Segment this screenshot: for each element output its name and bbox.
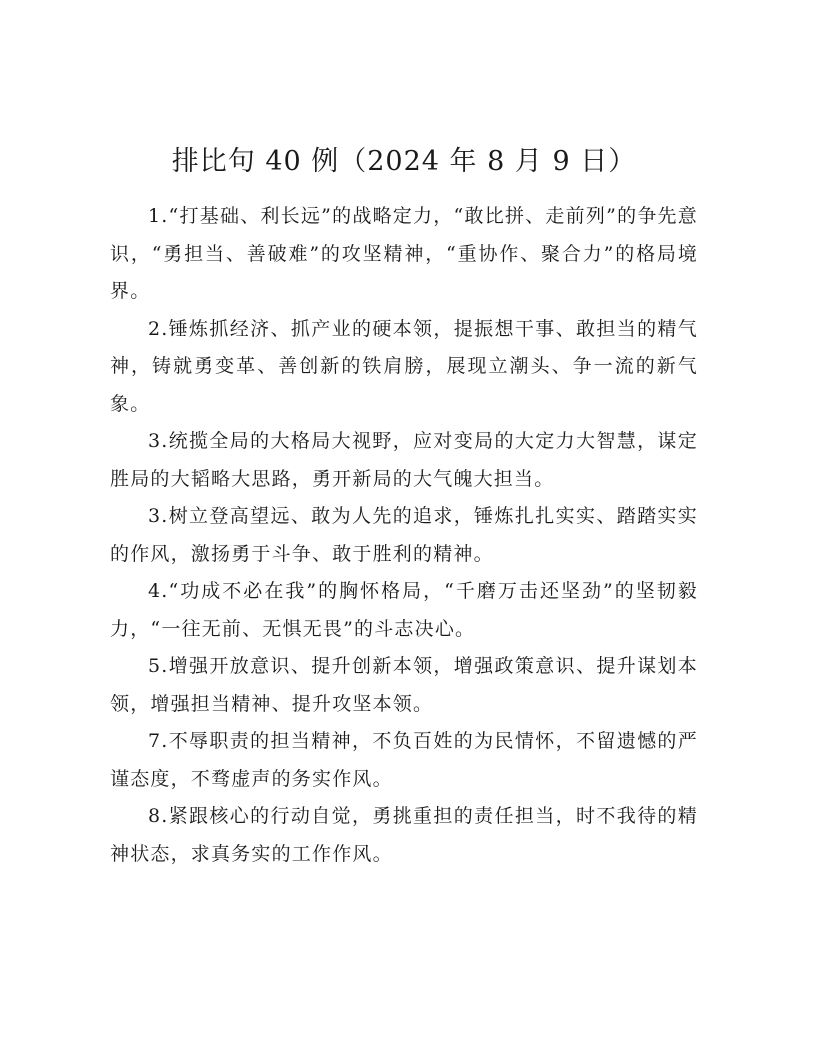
list-item: 3.统揽全局的大格局大视野，应对变局的大定力大智慧，谋定胜局的大韬略大思路，勇开新局的大气魄大担当。 [110, 430, 698, 490]
list-item: 8.紧跟核心的行动自觉，勇挑重担的责任担当，时不我待的精神状态，求真务实的工作作风。 [110, 805, 698, 865]
list-item: 3.树立登高望远、敢为人先的追求，锤炼扎扎实实、踏踏实实的作风，激扬勇于斗争、敢于胜利的精神。 [110, 505, 698, 565]
list-item: 2.锤炼抓经济、抓产业的硬本领，提振想干事、敢担当的精气神，铸就勇变革、善创新的铁肩膀，展现立潮头、争一流的新气象。 [110, 317, 698, 415]
list-item: 5.增强开放意识、提升创新本领，增强政策意识、提升谋划本领，增强担当精神、提升攻坚本领。 [110, 655, 698, 715]
item-list [110, 198, 698, 873]
list-item: 7.不辱职责的担当精神，不负百姓的为民情怀，不留遗憾的严谨态度，不骛虚声的务实作风。 [110, 730, 698, 790]
document-title: 排比句 40 例（2024 年 8 月 9 日） [171, 146, 637, 177]
list-item: 1.“打基础、利长远”的战略定力，“敢比拼、走前列”的争先意识，“勇担当、善破难”的攻坚精神，“重协作、聚合力”的格局境界。 [110, 205, 698, 302]
list-item: 4.“功成不必在我”的胸怀格局，“千磨万击还坚劲”的坚韧毅力，“一往无前、无惧无畏”的斗志决心。 [110, 580, 698, 640]
